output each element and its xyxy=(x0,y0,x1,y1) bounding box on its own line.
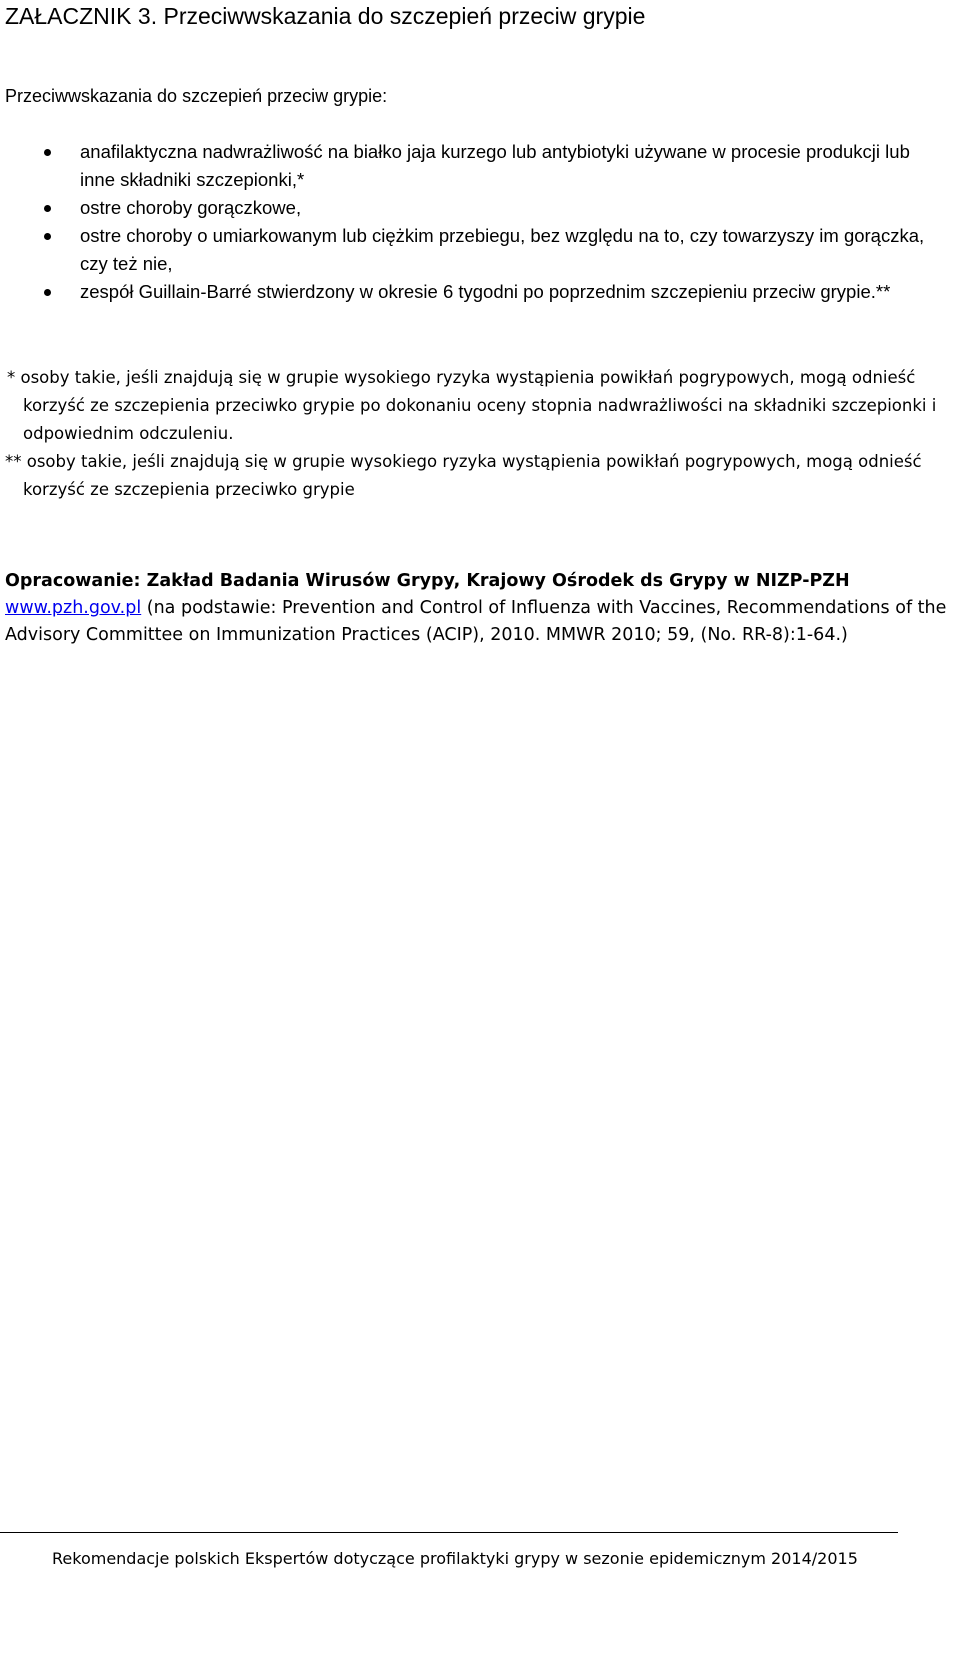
footer-divider xyxy=(0,1532,898,1533)
list-item-text: ostre choroby gorączkowe, xyxy=(80,197,302,218)
bullet-icon xyxy=(44,289,51,296)
section-heading: Przeciwwskazania do szczepień przeciw grypie: xyxy=(5,86,388,106)
list-item xyxy=(80,222,940,278)
pzh-website-link[interactable]: www.pzh.gov.pl xyxy=(5,598,142,618)
list-item xyxy=(80,278,940,306)
credits-source: (na podstawie: Prevention and Control of Influenza with Vaccines, Recommendations of the Advisory Committee on Immunization Practices (ACIP), 2010. MMWR 2010; 59, (No. RR-8):1-64.) xyxy=(5,598,947,645)
bullet-icon xyxy=(44,149,51,156)
credits xyxy=(5,568,955,649)
bullet-icon xyxy=(44,205,51,212)
credits-author: Opracowanie: Zakład Badania Wirusów Grypy, Krajowy Ośrodek ds Grypy w NIZP-PZH xyxy=(5,571,850,591)
contraindications-list xyxy=(80,138,940,306)
list-item xyxy=(80,194,940,222)
page-title: ZAŁACZNIK 3. Przeciwwskazania do szczepień przeciw grypie xyxy=(5,3,646,29)
credits-source-paragraph xyxy=(5,595,955,649)
footnotes xyxy=(5,364,960,504)
list-item xyxy=(80,138,940,194)
bullet-icon xyxy=(44,233,51,240)
list-item-text: ostre choroby o umiarkowanym lub ciężkim przebiegu, bez względu na to, czy towarzyszy im gorączka, czy też nie, xyxy=(80,225,925,274)
list-item-text: zespół Guillain-Barré stwierdzony w okresie 6 tygodni po poprzednim szczepieniu przeciw grypie.** xyxy=(80,281,891,302)
page-footer: Rekomendacje polskich Ekspertów dotyczące profilaktyki grypy w sezonie epidemicznym 2014/2015 xyxy=(52,1549,858,1568)
footnote-single-asterisk: * osoby takie, jeśli znajdują się w grupie wysokiego ryzyka wystąpienia powikłań pogrypowych, mogą odnieść korzyść ze szczepienia przeciwko grypie po dokonaniu oceny stopnia nadwrażliwości na składniki szczepionki i odpowiednim odczuleniu. xyxy=(7,368,937,443)
list-item-text: anafilaktyczna nadwrażliwość na białko jaja kurzego lub antybiotyki używane w procesie produkcji lub inne składniki szczepionki,* xyxy=(80,141,910,190)
footnote-double-asterisk: ** osoby takie, jeśli znajdują się w grupie wysokiego ryzyka wystąpienia powikłań pogrypowych, mogą odnieść korzyść ze szczepienia przeciwko grypie xyxy=(5,452,922,499)
